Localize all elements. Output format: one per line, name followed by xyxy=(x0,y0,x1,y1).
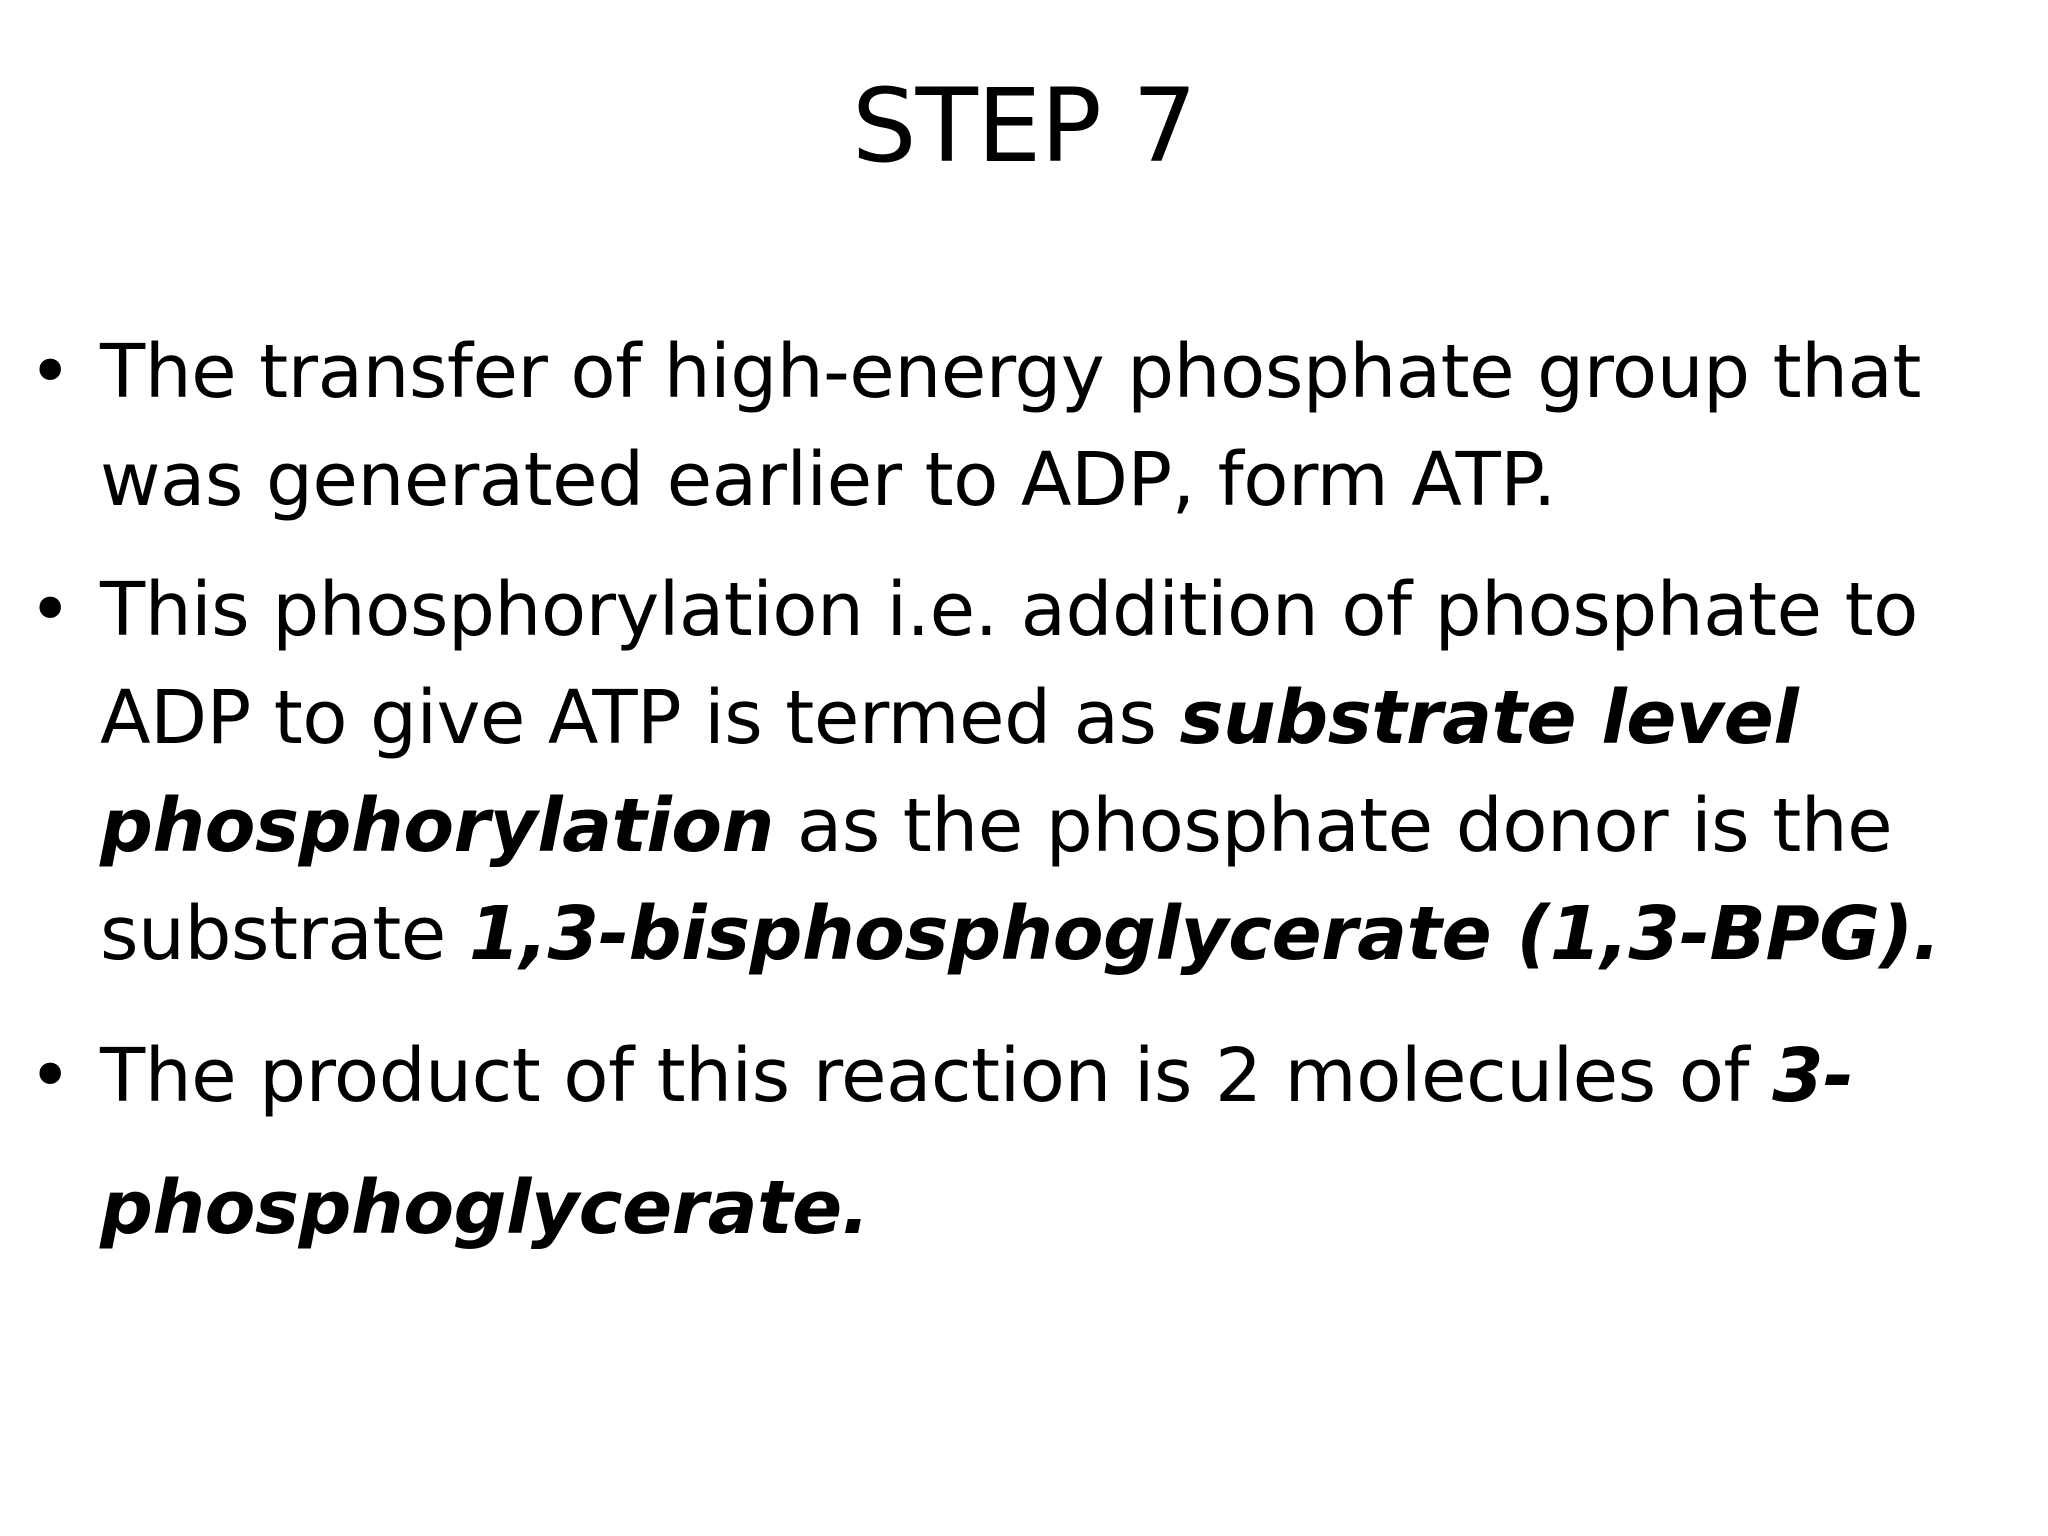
emphasis-term: 1,3-bisphosphoglycerate (1,3-BPG). xyxy=(468,891,1941,977)
bullet-item-3 xyxy=(20,1010,2000,1274)
bullet-item-1 xyxy=(20,318,2000,534)
bullet-text: This phosphorylation i.e. addition of phosphate to ADP to give ATP is termed as xyxy=(100,567,1918,761)
bullet-marker: • xyxy=(28,567,72,653)
bullet-text: The product of this reaction is 2 molecules of xyxy=(100,1033,1773,1119)
bullet-list xyxy=(20,318,2000,1296)
bullet-marker: • xyxy=(28,1033,72,1119)
emphasis-term: substrate level phosphorylation xyxy=(100,675,1799,869)
slide-title: STEP 7 xyxy=(851,67,1197,186)
bullet-text: The transfer of high-energy phosphate group that was generated earlier to ADP, form ATP. xyxy=(100,329,1921,523)
bullet-marker: • xyxy=(28,329,72,415)
bullet-text: as the phosphate donor is the substrate xyxy=(100,783,1893,977)
bullet-item-2 xyxy=(20,556,2000,988)
emphasis-term: 3-phosphoglycerate. xyxy=(100,1033,1854,1251)
